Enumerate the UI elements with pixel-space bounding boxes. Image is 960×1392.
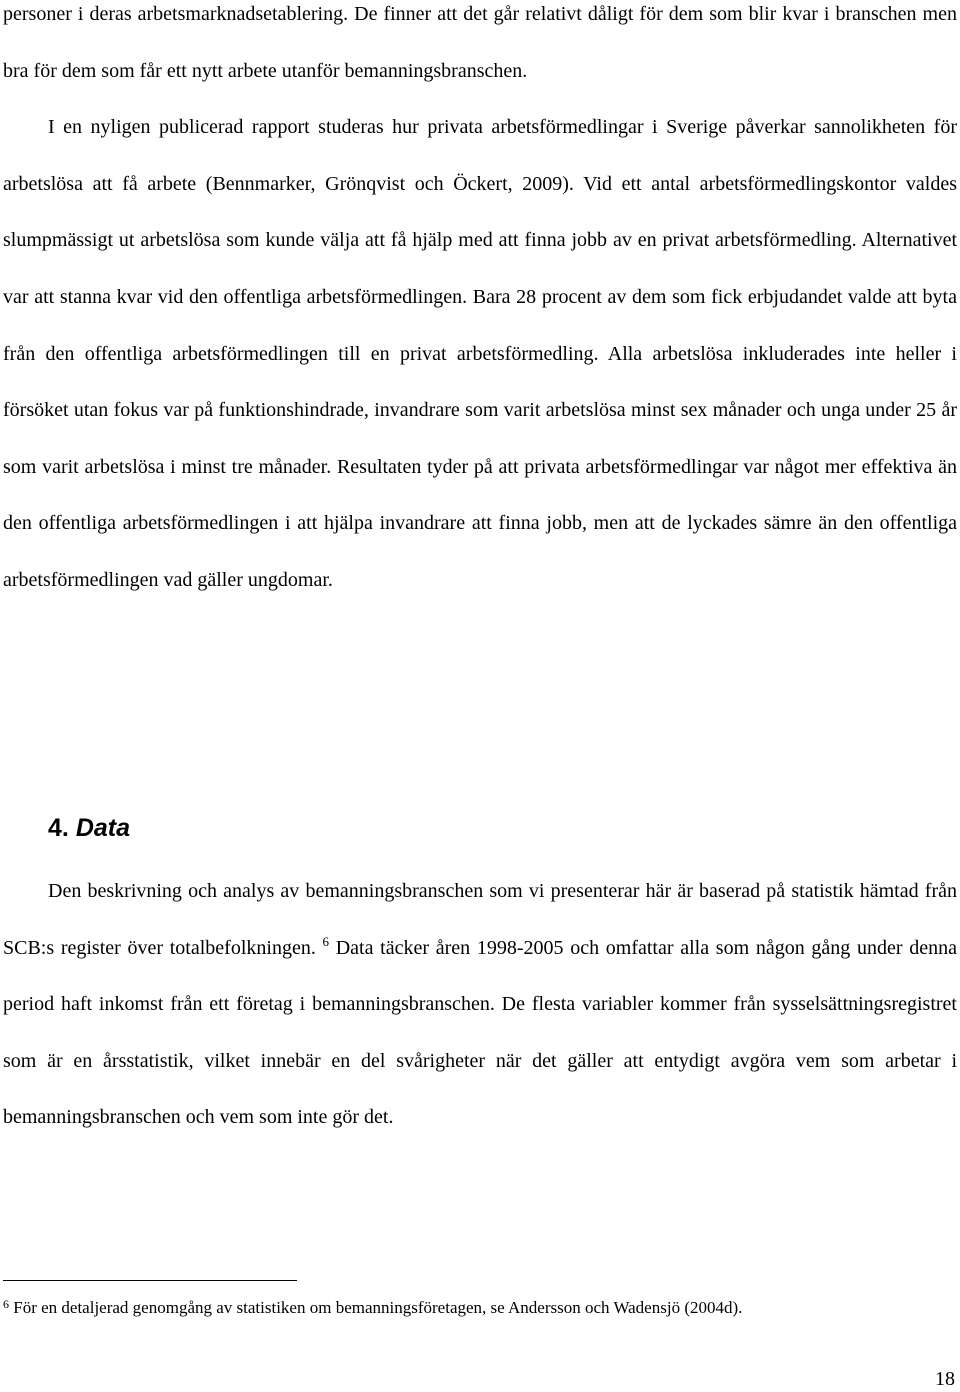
paragraph-data-text-after: Data täcker åren 1998-2005 och omfattar alla som någon gång under denna period haft inkomst från ett företag i bemanningsbranschen. De flesta variabler kommer från sysselsättningsregistret som är en årsstatistik, vilket innebär en del svårigheter när det gäller att entydigt avgöra vem som arbetar i bemanningsbranschen och vem som inte gör det. (3, 936, 957, 1128)
paragraph-data-text-before: Den beskrivning och analys av bemanningsbranschen som vi presenterar här är baserad på statistik hämtad från SCB:s register över totalbefolkningen. (3, 880, 957, 959)
section-number: 4. (48, 814, 69, 842)
paragraph-continuation: personer i deras arbetsmarknadsetablering. De finner att det går relativt dåligt för dem som blir kvar i branschen men bra för dem som får ett nytt arbete utanför bemanningsbranschen. (3, 3, 957, 82)
paragraph-private-agencies-text: I en nyligen publicerad rapport studeras hur privata arbetsförmedlingar i Sverige påverkar sannolikheten för arbetslösa att få arbete (Bennmarker, Grönqvist och Öckert, 2009). Vid ett antal arbetsförmedlingskontor valdes slumpmässigt ut arbetslösa som kunde välja att få hjälp med att finna jobb av en privat arbetsförmedling. Alternativet var att stanna kvar vid den offentliga arbetsförmedlingen. Bara 28 procent av dem som fick erbjudandet valde att byta från den offentliga arbetsförmedlingen till en privat arbetsförmedling. Alla arbetslösa inkluderades inte heller i försöket utan fokus var på funktionshindrade, invandrare som varit arbetslösa minst sex månader och unga under 25 år som varit arbetslösa i minst tre månader. Resultaten tyder på att privata arbetsförmedlingar var något mer effektiva än den offentliga arbetsförmedlingen i att hjälpa invandrare att finna jobb, men att de lyckades sämre än den offentliga arbetsförmedlingen vad gäller ungdomar. (3, 116, 957, 591)
footnote-text: För en detaljerad genomgång av statistiken om bemanningsföretagen, se Andersson och Wadensjö (2004d). (9, 1298, 743, 1317)
body-paragraphs (3, 0, 957, 609)
paragraph-private-agencies (3, 116, 957, 591)
footnote-separator (3, 1280, 297, 1281)
section-heading (48, 810, 130, 846)
paragraph-data (3, 863, 957, 1146)
footnote-number: 6 (3, 1297, 9, 1311)
footnote (3, 1294, 742, 1322)
footnote-reference[interactable]: 6 (322, 933, 330, 949)
section-title: Data (75, 814, 130, 842)
page-number: 18 (935, 1368, 955, 1390)
